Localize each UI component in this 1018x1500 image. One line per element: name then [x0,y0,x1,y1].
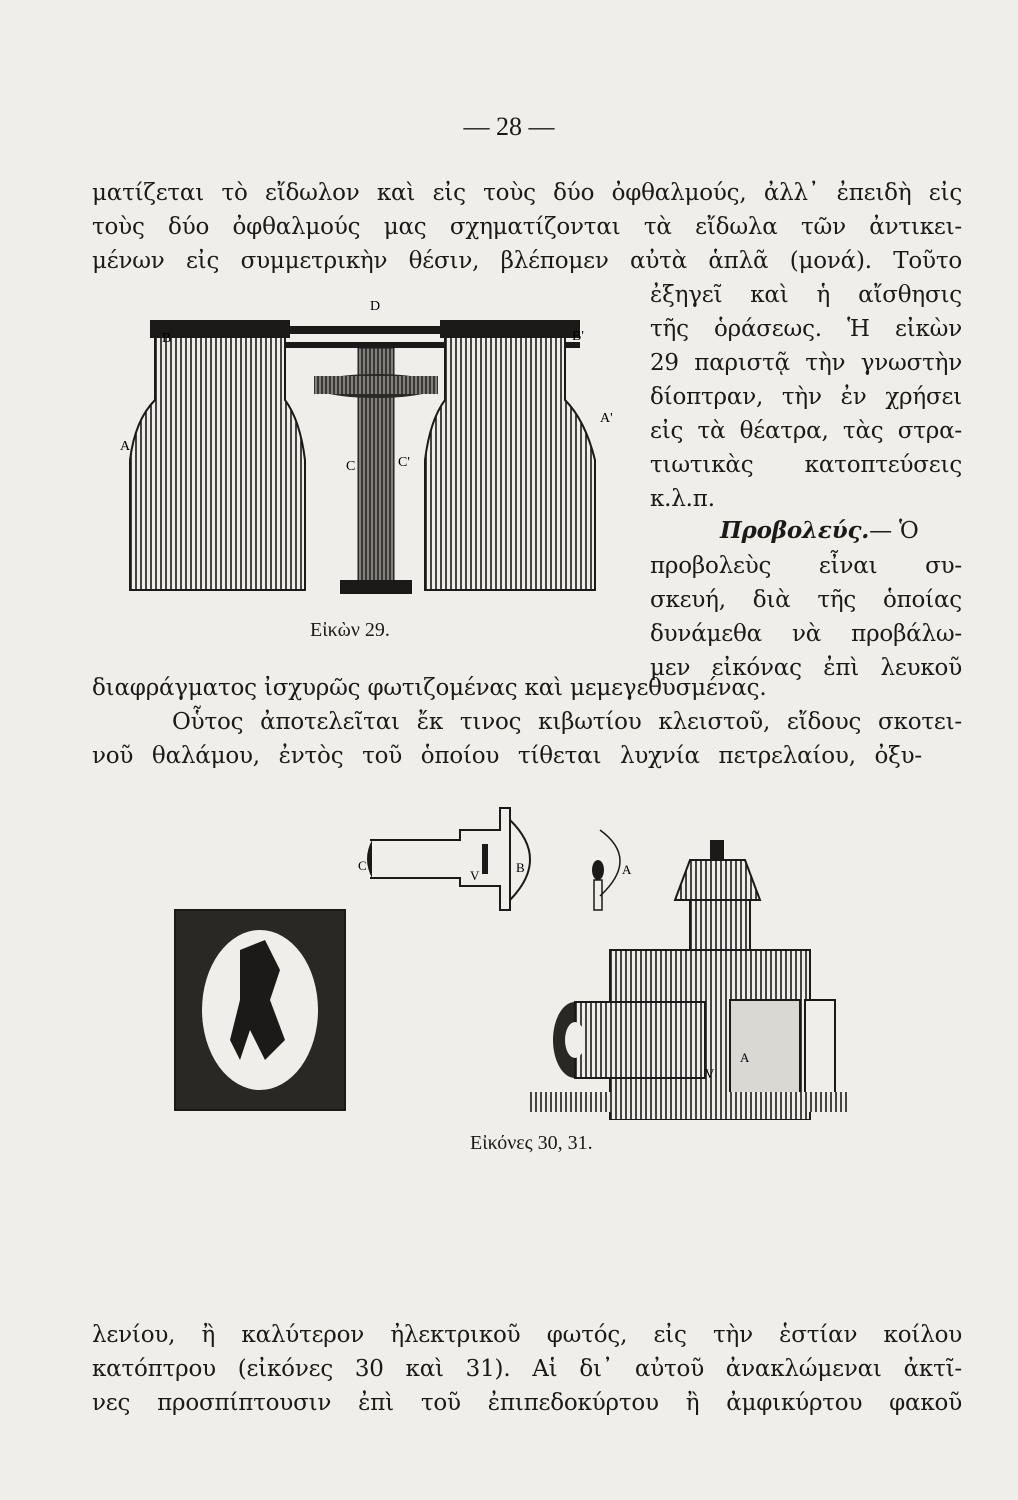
text-line: τῆς ὁράσεως. Ἡ εἰκὼν [650,316,962,342]
heading-title: Προβολεύς. [720,517,870,544]
text-line: προβολεὺς εἶναι συ- [650,553,962,579]
text-line: κατόπτρου (εἰκόνες 30 καὶ 31). Αἱ δι᾿ αὐτοῦ ἀνακλώμεναι ἀκτῖ- [92,1356,962,1382]
text-line: διαφράγματος ἰσχυρῶς φωτιζομένας καὶ μεμεγεθυσμένας. [92,675,767,701]
label-b2: B' [572,329,584,344]
label-d: D [370,299,381,314]
figure-29-caption: Εἰκὼν 29. [310,619,390,641]
label-v: V [470,868,480,883]
label-c: C [346,459,356,474]
text-line: μένων εἰς συμμετρικὴν θέσιν, βλέπομεν αὐτὰ ἁπλᾶ (μονά). Τοῦτο [92,248,962,274]
heading-rest: — Ὁ [869,518,919,544]
text-line: τιωτικὰς κατοπτεύσεις [650,452,962,478]
label-b: B [516,860,525,875]
text-line: ματίζεται τὸ εἴδωλον καὶ εἰς τοὺς δύο ὀφθαλμούς, ἀλλ᾿ ἐπειδὴ εἰς [92,180,962,206]
figure-29-binoculars [110,290,630,620]
label-c: C [358,858,367,873]
section-heading [720,517,919,544]
figure-31-projector [170,830,870,1120]
label-c2: C' [398,455,410,470]
text-line: δυνάμεθα νὰ προβάλω- [650,621,962,647]
label-a: A [120,439,131,454]
page-number: — 28 — [463,112,555,141]
label-a2: A' [600,411,613,426]
figure-30-31-caption: Εἰκόνες 30, 31. [470,1132,593,1154]
label-b: B [162,331,172,346]
text-line: νες προσπίπτουσιν ἐπὶ τοῦ ἐπιπεδοκύρτου ἢ ἀμφικύρτου φακοῦ [92,1390,962,1416]
text-line: κ.λ.π. [650,486,715,512]
text-line: 29 παριστᾷ τὴν γνωστὴν [650,350,962,376]
text-line: ἐξηγεῖ καὶ ἡ αἴσθησις [650,282,962,308]
label-a: A [622,862,632,877]
text-line: νοῦ θαλάμου, ἐντὸς τοῦ ὁποίου τίθεται λυχνία πετρελαίου, ὀξυ- [92,743,922,769]
label-v: V [705,1066,715,1081]
text-line: μεν εἰκόνας ἐπὶ λευκοῦ [650,655,962,681]
text-line: εἰς τὰ θέατρα, τὰς στρα- [650,418,962,444]
text-line: λενίου, ἢ καλύτερον ἠλεκτρικοῦ φωτός, εἰς τὴν ἑστίαν κοίλου [92,1322,962,1348]
text-line: σκευή, διὰ τῆς ὁποίας [650,587,962,613]
label-a: A [740,1050,750,1065]
text-line: δίοπτραν, τὴν ἐν χρήσει [650,384,962,410]
text-line: τοὺς δύο ὀφθαλμούς μας σχηματίζονται τὰ εἴδωλα τῶν ἀντικει- [92,214,962,240]
text-line: Οὗτος ἀποτελεῖται ἔκ τινος κιβωτίου κλειστοῦ, εἴδους σκοτει- [172,709,962,735]
